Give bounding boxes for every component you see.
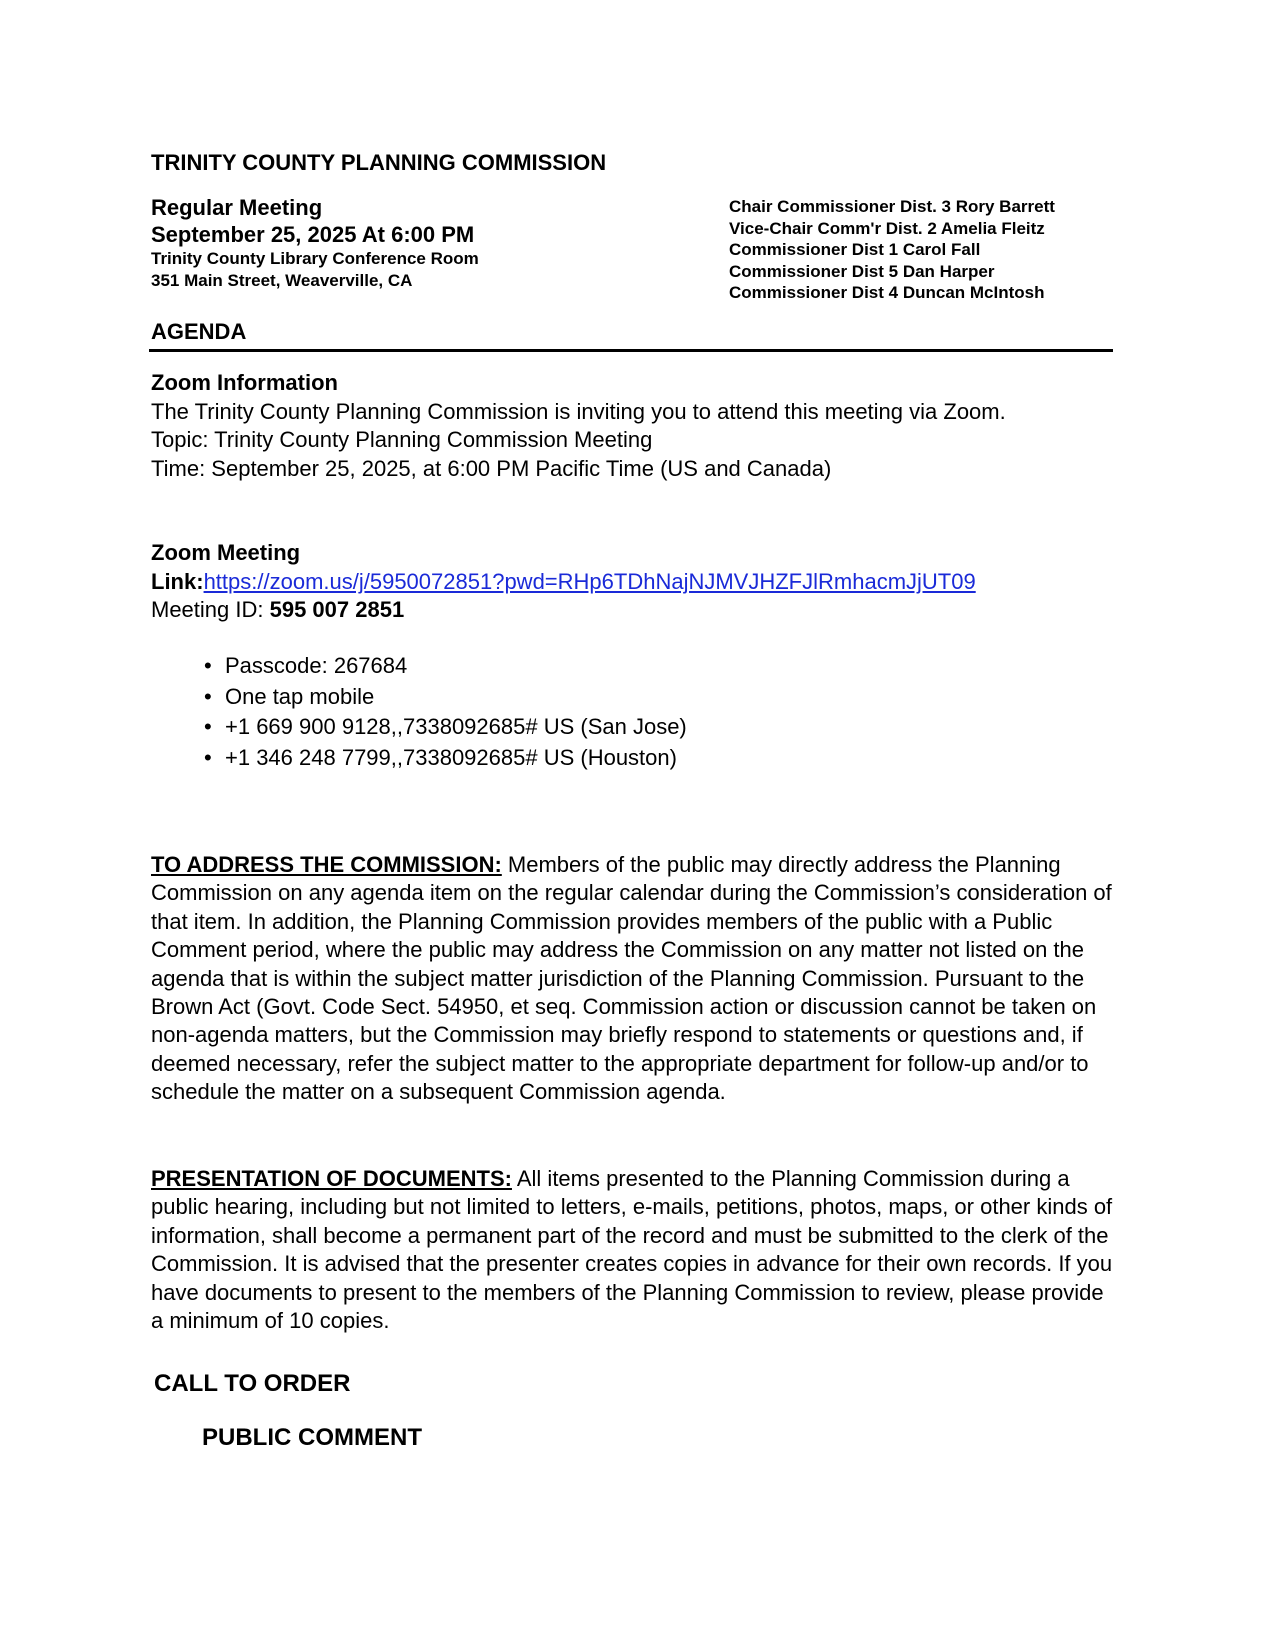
list-item (200, 682, 687, 713)
commissioner-item: Chair Commissioner Dist. 3 Rory Barrett (729, 197, 1055, 216)
presentation-documents-body: All items presented to the Planning Commission during a public hearing, including but not limited to letters, e-mails, petitions, photos, maps, or other kinds of information, shall become a permanent part of the record and must be submitted to the clerk of the Commission. It is advised that the presenter creates copies in advance for their own records. If you have documents to present to the members of the Planning Commission to review, please provide a minimum of 10 copies. (151, 1166, 1113, 1334)
presentation-documents-paragraph (151, 1165, 1121, 1335)
bullet-icon: • (204, 744, 212, 770)
meeting-id-line (151, 596, 1151, 625)
zoom-link-label: Link: (151, 568, 204, 594)
meeting-id-value: 595 007 2851 (269, 597, 405, 622)
commissioner-list (729, 196, 1169, 304)
meeting-address: 351 Main Street, Weaverville, CA (151, 271, 413, 290)
zoom-link-line (151, 568, 1151, 597)
page-title: TRINITY COUNTY PLANNING COMMISSION (151, 150, 607, 175)
zoom-meeting-section (151, 539, 1151, 625)
address-commission-heading: TO ADDRESS THE COMMISSION: (151, 852, 502, 877)
commissioner-item: Vice-Chair Comm'r Dist. 2 Amelia Fleitz (729, 218, 1045, 238)
meeting-room: Trinity County Library Conference Room (151, 249, 479, 268)
bullet-icon: • (204, 714, 212, 739)
dial-in-text: +1 346 248 7799,,7338092685# US (Houston) (225, 744, 677, 770)
list-item (200, 651, 687, 682)
agenda-heading: AGENDA (151, 319, 247, 344)
zoom-information-heading: Zoom Information (151, 370, 338, 395)
address-commission-paragraph (151, 851, 1121, 1107)
commissioner-item: Commissioner Dist 1 Carol Fall (729, 240, 981, 259)
call-to-order-heading: CALL TO ORDER (154, 1370, 351, 1397)
bullet-icon: • (204, 683, 212, 709)
meeting-date: September 25, 2025 At 6:00 PM (151, 222, 475, 247)
list-item (200, 743, 687, 774)
zoom-meeting-link[interactable]: https://zoom.us/j/5950072851?pwd=RHp6TDhNajNJMVJHZFJlRmhacmJjUT09 (203, 568, 976, 594)
commissioner-item: Commissioner Dist 5 Dan Harper (729, 261, 995, 281)
presentation-documents-heading: PRESENTATION OF DOCUMENTS: (151, 1166, 512, 1191)
dial-in-text: One tap mobile (225, 683, 375, 709)
meeting-info (151, 194, 671, 292)
dial-in-text: Passcode: 267684 (225, 653, 408, 678)
dial-in-list (200, 651, 687, 773)
address-commission-body: Members of the public may directly address the Planning Commission on any agenda item on the regular calendar during the Commission’s consideration of that item. In addition, the Planning Commission provides members of the public with a Public Comment period, where the public may address the Commission on any matter not listed on the agenda that is within the subject matter jurisdiction of the Planning Commission. Pursuant to the Brown Act (Govt. Code Sect. 54950, et seq. Commission action or discussion cannot be taken on non-agenda matters, but the Commission may briefly respond to statements or questions and, if deemed necessary, refer the subject matter to the appropriate department for follow-up and/or to schedule the matter on a subsequent Commission agenda. (151, 852, 1112, 1105)
meeting-id-label: Meeting ID: (151, 597, 270, 622)
zoom-time: Time: September 25, 2025, at 6:00 PM Pacific Time (US and Canada) (151, 455, 832, 481)
zoom-invite-text: The Trinity County Planning Commission is inviting you to attend this meeting via Zoom. (151, 398, 1006, 424)
bullet-icon: • (204, 653, 212, 678)
dial-in-text: +1 669 900 9128,,7338092685# US (San Jose) (225, 714, 687, 739)
public-comment-heading: PUBLIC COMMENT (202, 1424, 422, 1451)
zoom-meeting-heading: Zoom Meeting (151, 540, 301, 565)
agenda-divider (149, 349, 1113, 352)
zoom-information-section (151, 369, 1111, 483)
commissioner-item: Commissioner Dist 4 Duncan McIntosh (729, 283, 1045, 302)
meeting-type: Regular Meeting (151, 195, 323, 220)
zoom-topic: Topic: Trinity County Planning Commission Meeting (151, 427, 653, 452)
list-item (200, 712, 687, 743)
